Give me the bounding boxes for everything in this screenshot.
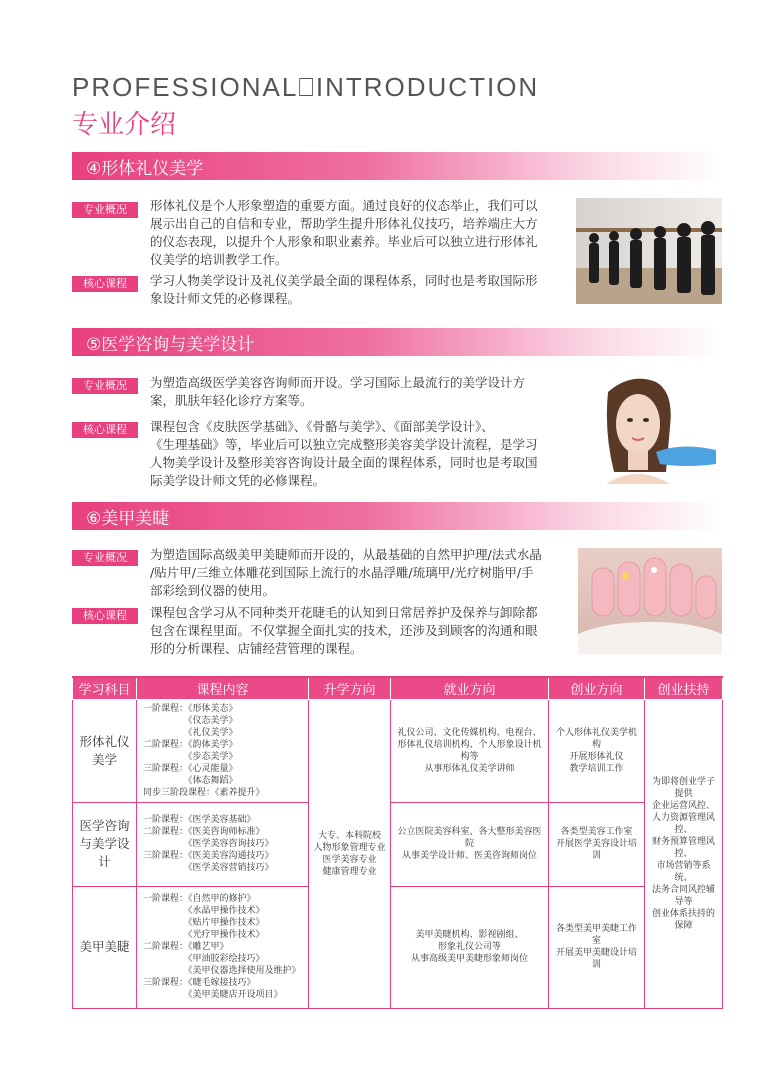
etiquette-class-photo — [576, 198, 722, 304]
core-course-text: 课程包含学习从不同种类开花睫毛的认知到日常居养护及保养与卸除都 包含在课程里面。不仅掌握全面扎实的技术，还涉及到顾客的沟通和眼 形的分析课程、店铺经营管理的课程。 — [150, 605, 538, 656]
section-title: ⑤医学咨询与美学设计 — [86, 335, 255, 355]
overview-tag: 专业概况 — [72, 378, 138, 394]
table-row — [73, 802, 723, 886]
courses-cell: 一阶课程：《医学美容基础》 二阶课程：《医美咨询师标准》 《医学美容咨询技巧》 三阶课程：《医美美容沟通技巧》 《医学美容营销技巧》 — [137, 802, 309, 886]
overview-tag: 专业概况 — [72, 550, 138, 566]
employment-cell: 礼仪公司、文化传媒机构、电视台、 形体礼仪培训机构、个人形象设计机构等 从事形体礼仪美学讲师 — [391, 699, 549, 802]
header-further-study: 升学方向 — [309, 677, 391, 699]
overview-text: 形体礼仪是个人形象塑造的重要方面。通过良好的仪态举止，我们可以 展示出自己的自信和专业，帮助学生提升形体礼仪技巧，培养端庄大方 的仪态表现，以提升个人形象和职业素养。毕业后可以独立进行形体礼 仪美学的培训教学工作。 — [150, 198, 538, 267]
startup-cell: 各类型美容工作室 开展医学美容设计培训 — [549, 802, 645, 886]
core-course-tag: 核心课程 — [72, 276, 138, 292]
courses-cell: 一阶课程：《自然甲的修护》 《水晶甲操作技术》 《贴片甲操作技术》 《光疗甲操作技术》 二阶课程：《雕艺甲》 《甲油胶彩绘技巧》 《美甲仪器选择使用及维护》 三阶课程：《睫毛嫁接技巧》 《美甲美睫店开设项目》 — [137, 886, 309, 1008]
subject-cell: 医学咨询 与美学设计 — [73, 802, 137, 886]
core-course-tag: 核心课程 — [72, 422, 138, 438]
courses-cell: 一阶课程：《形体美态》 《仪态美学》 《礼仪美学》 二阶课程：《韵体美学》 《步态美学》 三阶课程：《心灵能量》 《体态舞蹈》 同步三阶段课程：《素养提升》 — [137, 699, 309, 802]
table-header-row — [73, 677, 723, 699]
header-chinese-title: 专业介绍 — [72, 110, 177, 140]
core-course-tag: 核心课程 — [72, 608, 138, 624]
header-employment: 就业方向 — [391, 677, 549, 699]
employment-cell: 美甲美睫机构、影视剧组、 形象礼仪公司等 从事高级美甲美睫形象师岗位 — [391, 886, 549, 1008]
section-bar-nail-lash — [72, 502, 722, 530]
subject-cell: 美甲美睫 — [73, 886, 137, 1008]
header-english-title: PROFESSIONAL⎕INTRODUCTION — [72, 72, 540, 102]
curriculum-table — [72, 676, 723, 1009]
subject-cell: 形体礼仪 美学 — [73, 699, 137, 802]
header-startup-support: 创业扶持 — [645, 677, 723, 699]
header-subject: 学习科目 — [73, 677, 137, 699]
further-study-cell: 大专、本科院校 人物形象管理专业 医学美容专业 健康管理专业 — [309, 699, 391, 1008]
startup-cell: 各类型美甲美睫工作室 开展美甲美睫设计培训 — [549, 886, 645, 1008]
core-course-text: 学习人物美学设计及礼仪美学最全面的课程体系，同时也是考取国际形 象设计师文凭的必修课程。 — [150, 273, 538, 306]
startup-cell: 个人形体礼仪美学机构 开展形体礼仪 教学培训工作 — [549, 699, 645, 802]
core-course-text: 课程包含《皮肤医学基础》、《骨骼与美学》、《面部美学设计》、 《生理基础》等，毕业后可以独立完成整形美容美学设计流程，是学习 人物美学设计及整形美容咨询设计最全面的课程体系，同时也是考取国 际美学设计师文凭的必修课程。 — [150, 419, 538, 488]
overview-text: 为塑造国际高级美甲美睫师而开设的，从最基础的自然甲护理/法式水晶 /贴片甲/三维立体雕花到国际上流行的水晶浮雕/琉璃甲/光疗树脂甲/手 部彩绘到仪器的使用。 — [150, 547, 542, 598]
section-bar-etiquette — [72, 152, 722, 180]
section-title: ⑥美甲美睫 — [86, 509, 170, 529]
header-courses: 课程内容 — [137, 677, 309, 699]
section-bar-medical-consulting — [72, 328, 722, 356]
nail-art-photo — [578, 548, 722, 654]
table-row — [73, 886, 723, 1008]
employment-cell: 公立医院美容科室、各大整形美容医院 从事美学设计师、医美咨询师岗位 — [391, 802, 549, 886]
face-aesthetics-photo — [586, 372, 722, 484]
overview-text: 为塑造高级医学美容咨询师而开设。学习国际上最流行的美学设计方 案，肌肤年轻化诊疗方案等。 — [150, 375, 526, 408]
startup-support-cell: 为即将创业学子提供 企业运营风控、 人力资源管理风控、 财务预算管理风控、 市场营销等系统、 法务合同风控辅导等 创业体系扶持的保障 — [645, 699, 723, 1008]
header-startup: 创业方向 — [549, 677, 645, 699]
section-title: ④形体礼仪美学 — [86, 159, 204, 179]
table-row — [73, 699, 723, 802]
overview-tag: 专业概况 — [72, 202, 138, 218]
